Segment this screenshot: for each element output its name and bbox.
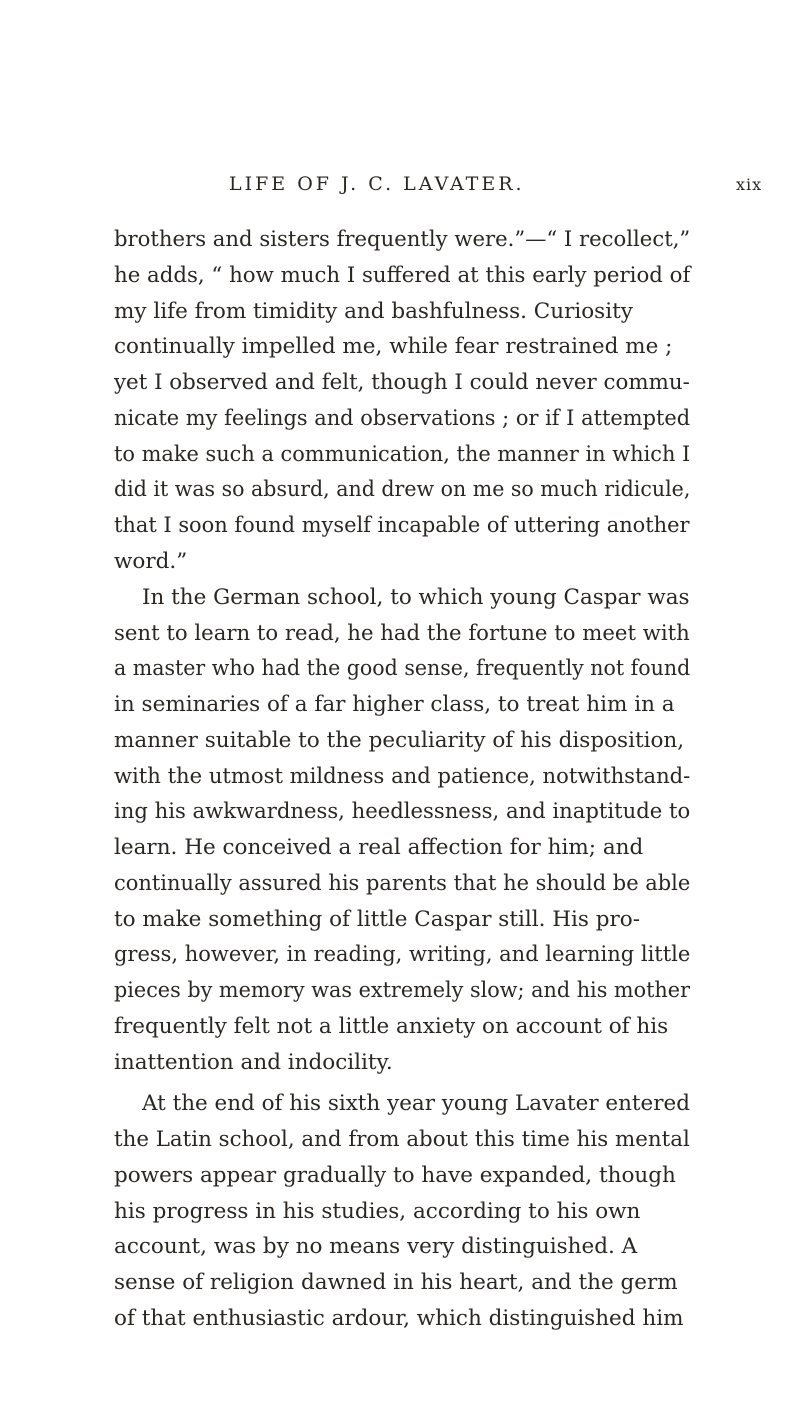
text-line: with the utmost mildness and patience, notwithstand- bbox=[114, 764, 691, 789]
text-line: of that enthusiastic ardour, which distinguished him bbox=[114, 1306, 684, 1331]
text-line: sense of religion dawned in his heart, and the germ bbox=[114, 1270, 678, 1295]
text-line: sent to learn to read, he had the fortune to meet with bbox=[114, 621, 690, 646]
text-line: powers appear gradually to have expanded, though bbox=[114, 1163, 676, 1188]
text-line: yet I observed and felt, though I could never commu- bbox=[114, 370, 690, 395]
text-line: he adds, “ how much I suffered at this early period of bbox=[114, 263, 691, 288]
text-line: manner suitable to the peculiarity of his disposition, bbox=[114, 728, 685, 753]
text-line: pieces by memory was extremely slow; and his mother bbox=[114, 978, 690, 1003]
text-line: his progress in his studies, according to his own bbox=[114, 1199, 641, 1224]
text-line: word.” bbox=[114, 549, 188, 574]
text-line: to make such a communication, the manner in which I bbox=[114, 442, 691, 467]
text-line: learn. He conceived a real affection for him; and bbox=[114, 835, 644, 860]
running-head bbox=[0, 173, 800, 203]
text-line: account, was by no means very distinguished. A bbox=[114, 1234, 638, 1259]
text-line: brothers and sisters frequently were.”—“ I recollect,” bbox=[114, 227, 691, 252]
text-line: a master who had the good sense, frequently not found bbox=[114, 656, 691, 681]
text-line: continually assured his parents that he should be able bbox=[114, 871, 691, 896]
text-line: to make something of little Caspar still. His pro- bbox=[114, 907, 641, 932]
text-line: the Latin school, and from about this time his mental bbox=[114, 1127, 690, 1152]
text-line: that I soon found myself incapable of uttering another bbox=[114, 513, 690, 538]
text-line: gress, however, in reading, writing, and learning little bbox=[114, 942, 691, 967]
running-title: LIFE OF J. C. LAVATER. bbox=[229, 173, 525, 195]
text-line: my life from timidity and bashfulness. Curiosity bbox=[114, 299, 633, 324]
paragraph-start-line: At the end of his sixth year young Lavater entered bbox=[142, 1091, 690, 1116]
text-line: frequently felt not a little anxiety on account of his bbox=[114, 1014, 669, 1039]
page-number: xix bbox=[736, 175, 763, 194]
text-line: continually impelled me, while fear restrained me ; bbox=[114, 334, 673, 359]
text-line: inattention and indocility. bbox=[114, 1050, 393, 1075]
text-line: nicate my feelings and observations ; or if I attempted bbox=[114, 406, 691, 431]
text-line: ing his awkwardness, heedlessness, and inaptitude to bbox=[114, 799, 691, 824]
text-line: in seminaries of a far higher class, to treat him in a bbox=[114, 692, 675, 717]
paragraph-start-line: In the German school, to which young Caspar was bbox=[142, 585, 690, 610]
text-line: did it was so absurd, and drew on me so much ridicule, bbox=[114, 477, 691, 502]
